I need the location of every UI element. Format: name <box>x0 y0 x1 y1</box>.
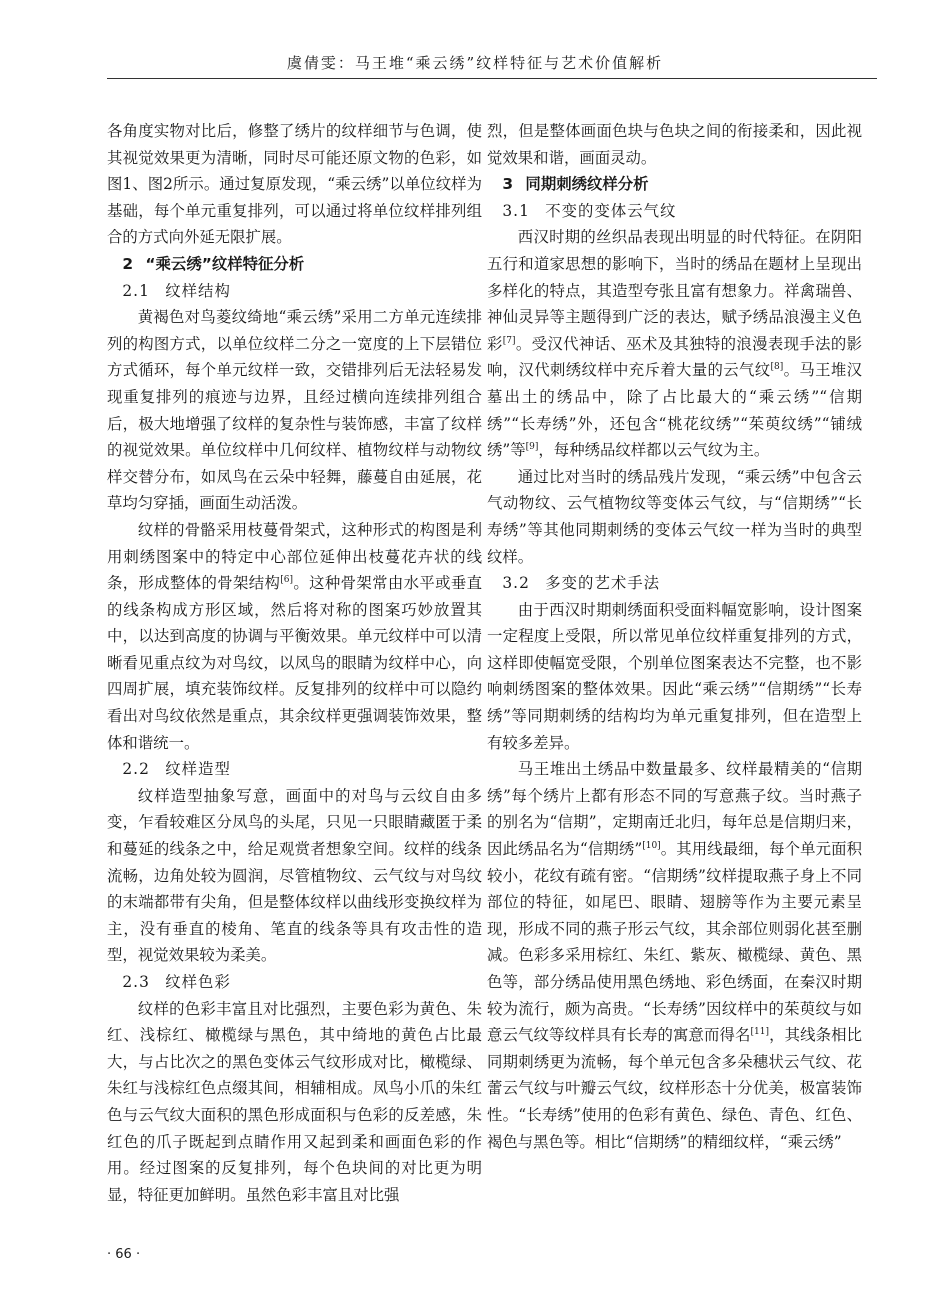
running-header: 虞倩雯：马王堆“乘云绣”纹样特征与艺术价值解析 <box>286 54 664 72</box>
section-title: “乘云绣”纹样特征分析 <box>145 254 305 273</box>
right-column <box>487 118 862 1155</box>
section-number: 2.2 <box>122 760 150 779</box>
paragraph: 黄褐色对鸟菱纹绮地“乘云绣”采用二方单元连续排列的构图方式，以单位纹样二分之一宽度的上下层错位方式循环，每个单元纹样一致，交错排列后无法轻易发现重复排列的痕迹与边界，且经过横向连续排列组合后，极大地增强了纹样的复杂性与装饰感，丰富了纹样的视觉效果。单位纹样中几何纹样、植物纹样与动物纹样交替分布，如凤鸟在云朵中轻舞，藤蔓自由延展，花草均匀穿插，画面生动活泼。 <box>107 308 482 513</box>
citation-6[interactable]: [6] <box>280 574 293 585</box>
section-heading-2 <box>107 251 482 278</box>
citation-7[interactable]: [7] <box>502 335 516 346</box>
section-title: 纹样造型 <box>165 760 231 779</box>
paragraph <box>487 756 862 1155</box>
text-run: 纹样的骨骼采用枝蔓骨架式，这种形式的构图是利用刺绣图案中的特定中心部位延伸出枝蔓花卉状的线条，形成整体的骨架结构 <box>107 520 482 593</box>
header-rule <box>107 78 877 79</box>
page-number: · 66 · <box>107 1247 141 1262</box>
subsection-heading-2-2 <box>107 756 482 783</box>
paragraph: 各角度实物对比后，修整了绣片的纹样细节与色调，使其视觉效果更为清晰，同时尽可能还原文物的色彩，如图1、图2所示。通过复原发现，“乘云绣”以单位纹样为基础，每个单元重复排列，可以通过将单位纹样排列组合的方式向外延无限扩展。 <box>107 122 482 247</box>
section-number: 2.3 <box>122 973 150 991</box>
citation-10[interactable]: [10] <box>642 840 661 851</box>
section-number: 2 <box>122 254 134 273</box>
text-run: 。马王堆汉墓出土的绣品中，除了占比最大的“乘云绣”“信期绣”“长寿绣”外，还包含“桃花纹绣”“茱萸纹绣”“铺绒绣”等 <box>487 361 862 460</box>
paragraph: 通过比对当时的绣品残片发现，“乘云绣”中包含云气动物纹、云气植物纹等变体云气纹，与“信期绣”“长寿绣”等其他同期刺绣的变体云气纹一样为当时的典型纹样。 <box>487 467 862 566</box>
section-heading-3 <box>487 171 862 198</box>
section-title: 多变的艺术手法 <box>545 574 661 593</box>
citation-11[interactable]: [11] <box>750 1027 769 1038</box>
text-run: 马王堆出土绣品中数量最多、纹样最精美的“信期绣”每个绣片上都有形态不同的写意燕子纹。当时燕子的别名为“信期”，定期南迁北归，每年总是信期归来，因此绣品名为“信期绣” <box>487 760 862 859</box>
paragraph <box>107 517 482 756</box>
subsection-heading-3-1 <box>487 198 862 225</box>
left-column <box>107 118 482 1208</box>
text-run: ，每种绣品纹样都以云气纹为主。 <box>538 441 770 460</box>
subsection-heading-2-3 <box>107 969 482 996</box>
paragraph: 纹样造型抽象写意，画面中的对鸟与云纹自由多变，乍看较难区分凤鸟的头尾，只见一只眼睛藏匿于柔和蔓延的线条之中，给足观赏者想象空间。纹样的线条流畅，边角处较为圆润，尽管植物纹、云气纹与对鸟纹的末端都带有尖角，但是整体纹样以曲线形变换纹样为主，没有垂直的棱角、笔直的线条等具有攻击性的造型，视觉效果较为柔美。 <box>107 786 482 965</box>
paragraph <box>487 224 862 463</box>
text-run: 。这种骨架常由水平或垂直的线条构成方形区域，然后将对称的图案巧妙放置其中，以达到高度的协调与平衡效果。单元纹样中可以清晰看见重点纹为对鸟纹，以凤鸟的眼睛为纹样中心，向四周扩展，填充装饰纹样。反复排列的纹样中可以隐约看出对鸟纹依然是重点，其余纹样更强调装饰效果，整体和谐统一。 <box>107 574 482 752</box>
section-number: 2.1 <box>122 281 150 300</box>
paragraph: 由于西汉时期刺绣面积受面料幅宽影响，设计图案一定程度上受限，所以常见单位纹样重复排列的方式，这样即使幅宽受限，个别单位图案表达不完整，也不影响刺绣图案的整体效果。因此“乘云绣”“信期绣”“长寿绣”等同期刺绣的结构均为单元重复排列，但在造型上有较多差异。 <box>487 600 862 752</box>
text-run: 。受汉代神话、巫术及其独特的浪漫表现手法的影响，汉代刺绣纹样中充斥着大量的云气纹 <box>487 334 862 380</box>
text-run: 西汉时期的丝织品表现出明显的时代特征。在阴阳五行和道家思想的影响下，当时的绣品在题材上呈现出多样化的特点，其造型夸张且富有想象力。祥禽瑞兽、神仙灵异等主题得到广泛的表达，赋予绣品浪漫主义色彩 <box>487 228 862 353</box>
subsection-heading-2-1 <box>107 278 482 305</box>
citation-8[interactable]: [8] <box>770 362 784 373</box>
section-title: 纹样结构 <box>165 281 231 300</box>
section-title: 纹样色彩 <box>165 973 231 991</box>
paragraph: 烈，但是整体画面色块与色块之间的衔接柔和，因此视觉效果和谐，画面灵动。 <box>487 122 862 167</box>
section-number: 3.1 <box>502 201 530 220</box>
text-run: ，其线条相比同期刺绣更为流畅，每个单元包含多朵穗状云气纹、花蕾云气纹与叶瓣云气纹，纹样形态十分优美，极富装饰性。“长寿绣”使用的色彩有黄色、绿色、青色、红色、褐色与黑色等。相比“信期绣”的精细纹样，“乘云绣” <box>487 1026 862 1151</box>
section-number: 3.2 <box>502 574 530 593</box>
paragraph: 纹样的色彩丰富且对比强烈，主要色彩为黄色、朱红、浅棕红、橄榄绿与黑色，其中绮地的黄色占比最大，与占比次之的黑色变体云气纹形成对比，橄榄绿、朱红与浅棕红色点缀其间，相辅相成。凤鸟小爪的朱红色与云气纹大面积的黑色形成面积与色彩的反差感，朱红色的爪子既起到点睛作用又起到柔和画面色彩的作用。经过图案的反复排列，每个色块间的对比更为明显，特征更加鲜明。虽然色彩丰富且对比强 <box>107 999 482 1204</box>
section-number: 3 <box>502 175 514 194</box>
subsection-heading-3-2 <box>487 570 862 597</box>
text-run: 。其用线最细，每个单元面积较小，花纹有疏有密。“信期绣”纹样提取燕子身上不同部位的特征，如尾巴、眼睛、翅膀等作为主要元素呈现，形成不同的燕子形云气纹，其余部位则弱化甚至删减。色彩多采用棕红、朱红、紫灰、橄榄绿、黄色、黑色等，部分绣品使用黑色绣地、彩色绣面，在秦汉时期较为流行，颇为高贵。“长寿绣”因纹样中的茱萸纹与如意云气纹等纹样具有长寿的寓意而得名 <box>487 840 862 1045</box>
citation-9[interactable]: [9] <box>525 442 539 452</box>
section-title: 同期刺绣纹样分析 <box>525 175 649 194</box>
section-title: 不变的变体云气纹 <box>545 201 677 220</box>
